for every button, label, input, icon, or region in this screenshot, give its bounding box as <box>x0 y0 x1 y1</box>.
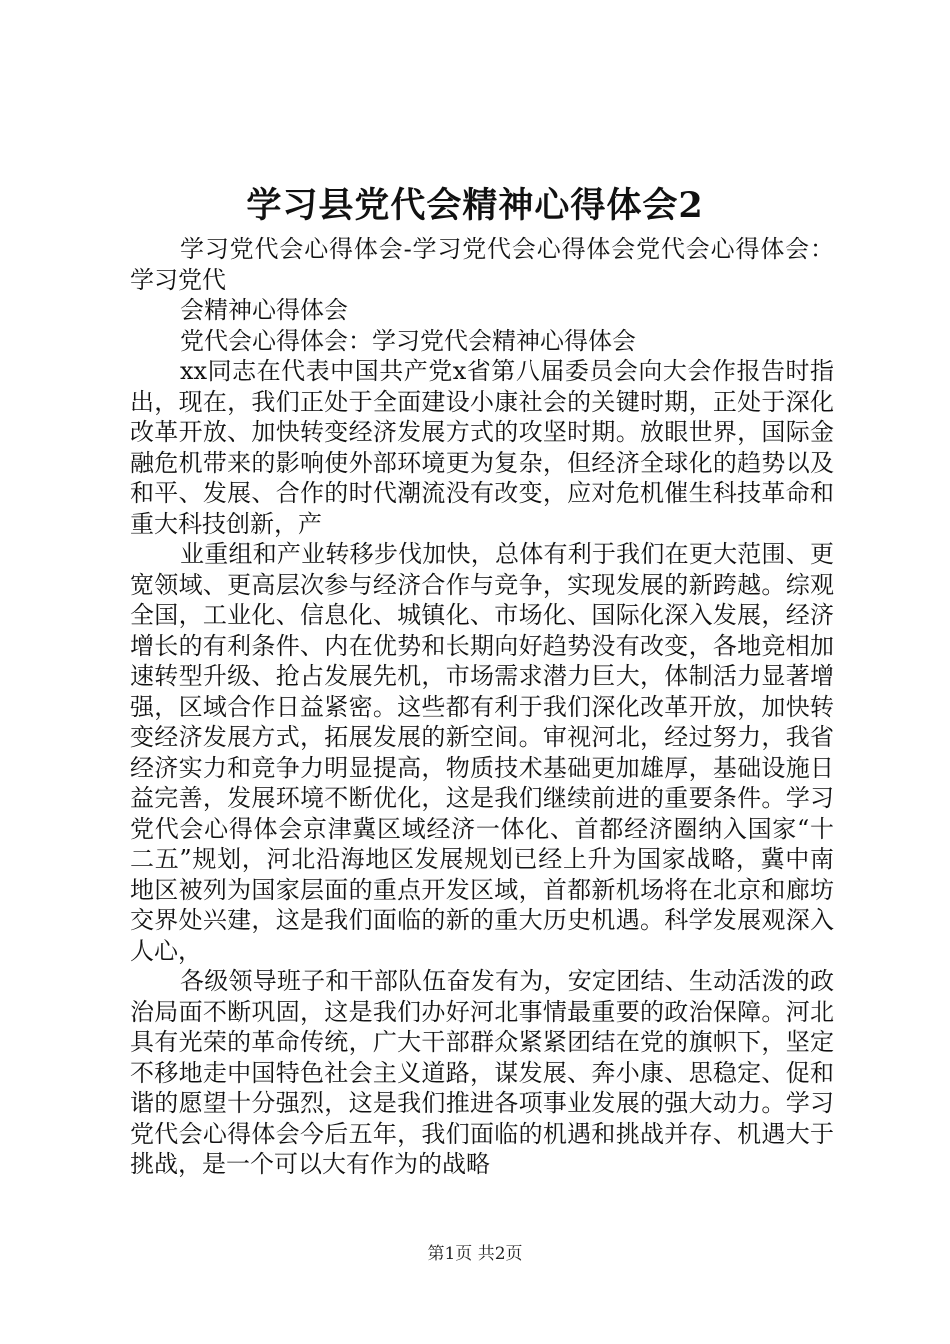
paragraph-6: 各级领导班子和干部队伍奋发有为，安定团结、生动活泼的政治局面不断巩固，这是我们办好河北事情最重要的政治保障。河北具有光荣的革命传统，广大干部群众紧紧团结在党的旗帜下，坚定不移地走中国特色社会主义道路，谋发展、奔小康、思稳定、促和谐的愿望十分强烈，这是我们推进各项事业发展的强大动力。学习党代会心得体会今后五年，我们面临的机遇和挑战并存、机遇大于挑战，是一个可以大有作为的战略 <box>130 967 834 1178</box>
document-body <box>130 234 834 1180</box>
paragraph-4: xx同志在代表中国共产党x省第八届委员会向大会作报告时指出，现在，我们正处于全面建设小康社会的关键时期，正处于深化改革开放、加快转变经济发展方式的攻坚时期。放眼世界，国际金融危机带来的影响使外部环境更为复杂，但经济全球化的趋势以及和平、发展、合作的时代潮流没有改变，应对危机催生科技革命和重大科技创新，产 <box>130 357 834 538</box>
paragraph-2: 会精神心得体会 <box>180 296 348 324</box>
document-title: 学习县党代会精神心得体会2 <box>246 185 704 226</box>
paragraph-5: 业重组和产业转移步伐加快，总体有利于我们在更大范围、更宽领域、更高层次参与经济合作与竞争，实现发展的新跨越。综观全国，工业化、信息化、城镇化、市场化、国际化深入发展，经济增长的有利条件、内在优势和长期向好趋势没有改变，各地竞相加速转型升级、抢占发展先机，市场需求潜力巨大，体制活力显著增强，区域合作日益紧密。这些都有利于我们深化改革开放，加快转变经济发展方式，拓展发展的新空间。审视河北，经过努力，我省经济实力和竞争力明显提高，物质技术基础更加雄厚，基础设施日益完善，发展环境不断优化，这是我们继续前进的重要条件。学习党代会心得体会京津冀区域经济一体化、首都经济圈纳入国家“十二五”规划，河北沿海地区发展规划已经上升为国家战略，冀中南地区被列为国家层面的重点开发区域，首都新机场将在北京和廊坊交界处兴建，这是我们面临的新的重大历史机遇。科学发展观深入人心， <box>130 540 834 965</box>
paragraph-1: 学习党代会心得体会-学习党代会心得体会党代会心得体会：学习党代 <box>130 235 834 294</box>
page-footer: 第1页 共2页 <box>427 1244 523 1264</box>
paragraph-3: 党代会心得体会：学习党代会精神心得体会 <box>180 326 636 355</box>
